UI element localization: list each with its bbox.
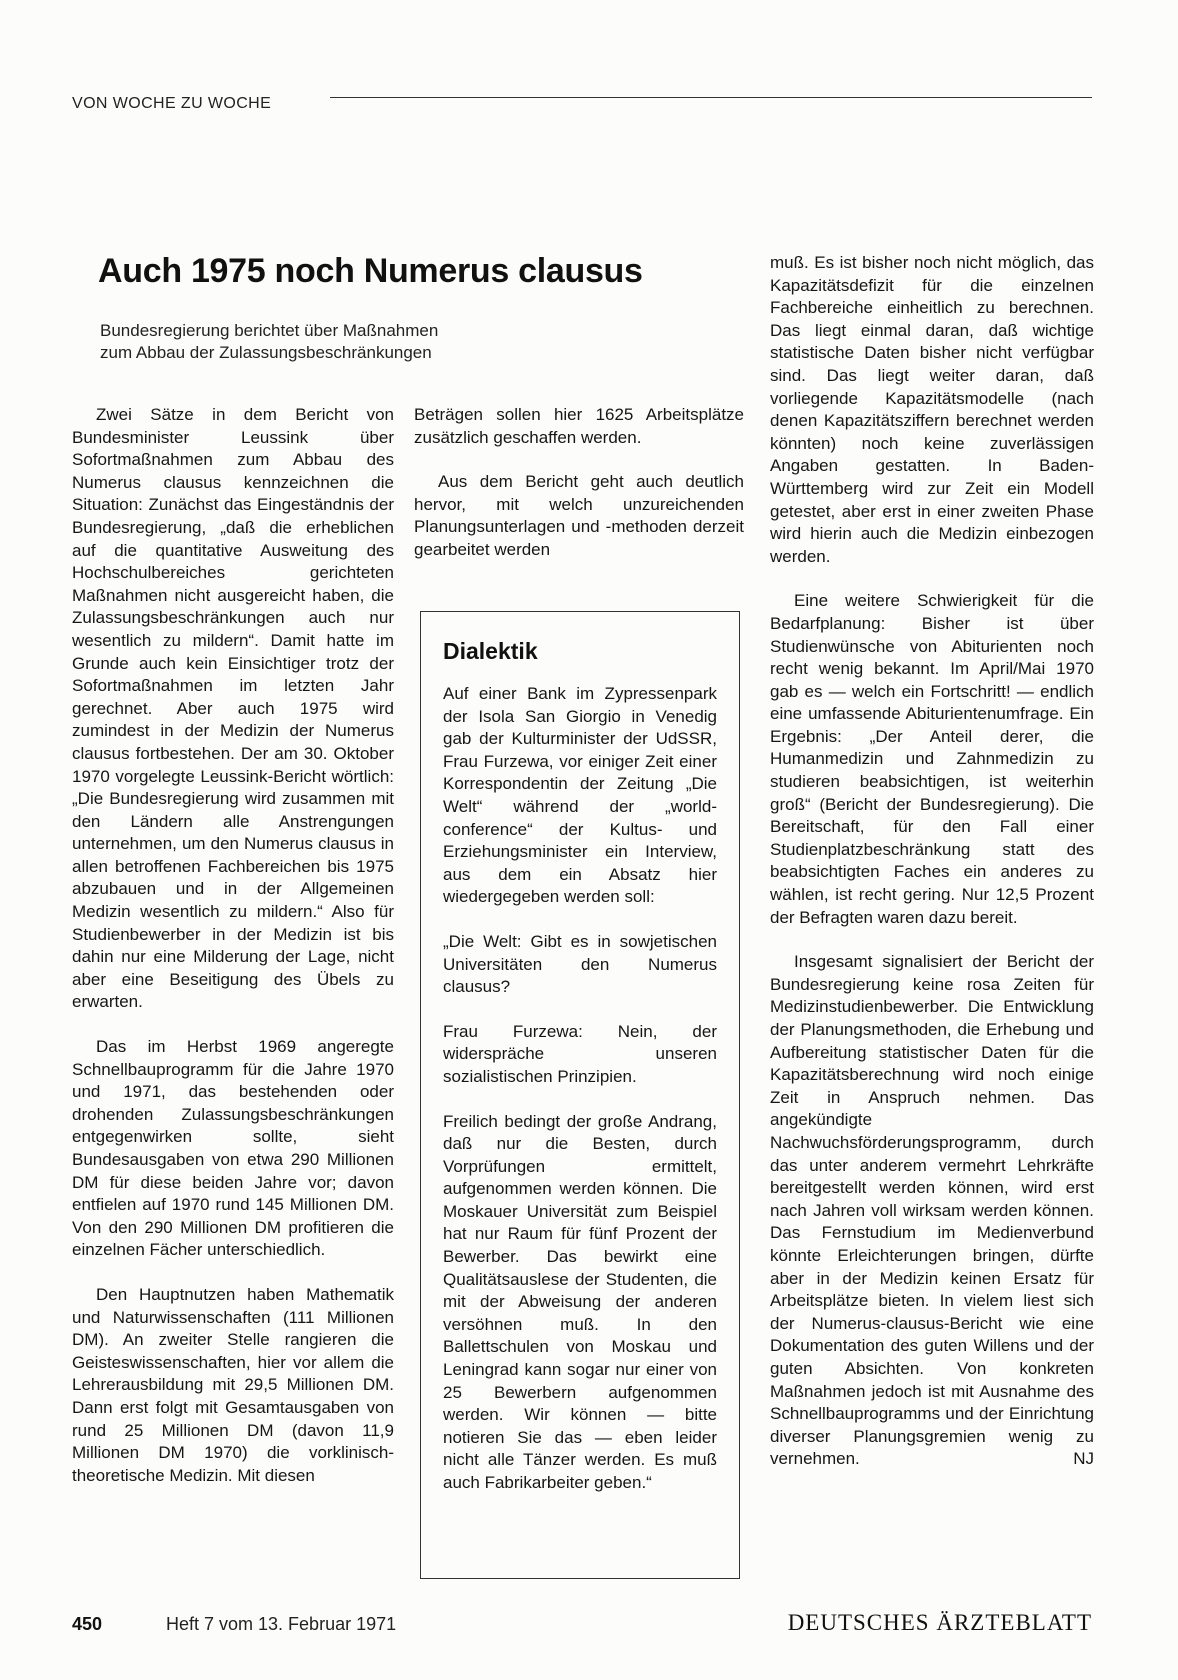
author-signature: NJ (1073, 1449, 1094, 1469)
paragraph: Frau Furzewa: Nein, der widerspräche unseren sozialistischen Prinzipien. (443, 1021, 717, 1086)
subtitle-line: Bundesregierung berichtet über Maßnahmen (100, 321, 439, 340)
paragraph: „Die Welt: Gibt es in sowjetischen Universitäten den Numerus clausus? (443, 931, 717, 997)
paragraph: muß. Es ist bisher noch nicht möglich, das Kapazitätsdefizit für die einzelnen Fachbereiche einheitlich zu berechnen. Das liegt einmal daran, daß wichtige statistische Daten bisher nicht verfügbar sind. Das liegt weiter daran, daß vorliegende Kapazitätsmodelle (nach denen Kapazitätsziffern berechnet werden könnten) noch keine zuverlässigen Angaben gestatten. In Baden-Württemberg wird zur Zeit ein Modell getestet, aber erst in einer zweiten Phase wird hierin auch die Medizin einbezogen werden. (770, 253, 1094, 566)
paragraph: Aus dem Bericht geht auch deutlich hervor, mit welch unzureichenden Planungsunterlagen und -methoden derzeit gearbeitet werden (414, 472, 744, 559)
sidebar-box (420, 611, 740, 1579)
paragraph: Das im Herbst 1969 angeregte Schnellbauprogramm für die Jahre 1970 und 1971, das bestehenden oder drohenden Zulassungsbeschränkungen entgegenwirken sollte, sieht Bundesausgaben von etwa 290 Millionen DM für diese beiden Jahre vor; davon entfielen auf 1970 rund 145 Millionen DM. Von den 290 Millionen DM profitieren die einzelnen Fächer unterschiedlich. (72, 1037, 394, 1260)
paragraph: Auf einer Bank im Zypressenpark der Isola San Giorgio in Venedig gab der Kulturminister der UdSSR, Frau Furzewa, vor einiger Zeit einer Korrespondentin der Zeitung „Die Welt“ während der „world-conference“ der Kultus- und Erziehungsminister ein Interview, aus dem ein Absatz hier wiedergegeben werden soll: (443, 684, 717, 907)
issue-info: Heft 7 vom 13. Februar 1971 (166, 1614, 397, 1634)
paragraph: Beträgen sollen hier 1625 Arbeitsplätze zusätzlich geschaffen werden. (414, 405, 744, 447)
article-title: Auch 1975 noch Numerus clausus (98, 252, 643, 290)
paragraph: Freilich bedingt der große Andrang, daß nur die Besten, durch Vorprüfungen ermittelt, aufgenommen werden können. Die Moskauer Universität zum Beispiel hat nur Raum für fünf Prozent der Bewerber. Das bewirkt eine Qualitätsauslese der Studenten, die mit der Abweisung der anderen versöhnen muß. In den Ballettschulen von Moskau und Leningrad kann sogar nur einer von 25 Bewerbern aufgenommen werden. Wir können — bitte notieren Sie das — eben leider nicht alle Tänzer werden. Es muß auch Fabrikarbeiter geben.“ (443, 1111, 717, 1492)
article-subtitle (100, 320, 530, 364)
paragraph: Zwei Sätze in dem Bericht von Bundesminister Leussink über Sofortmaßnahmen zum Abbau des Numerus clausus kennzeichnen die Situation: Zunächst das Eingeständnis der Bundesregierung, „daß die erheblichen auf die quantitative Ausweitung des Hochschulbereiches gerichteten Maßnahmen nicht ausgereicht haben, die Zulassungsbeschränkungen auch nur wesentlich zu mildern“. Damit hatte im Grunde auch kein Einsichtiger trotz der Sofortmaßnahmen im letzten Jahr gerechnet. Aber auch 1975 wird zumindest in der Medizin der Numerus clausus fortbestehen. Der am 30. Oktober 1970 vorgelegte Leussink-Bericht wörtlich: „Die Bundesregierung wird zusammen mit den Ländern alle Anstrengungen unternehmen, um den Numerus clausus in allen betroffenen Fachbereichen bis 1975 abzubauen und in der Allgemeinen Medizin wesentlich zu mildern.“ Also für Studienbewerber in der Medizin ist bis dahin nur eine Milderung der Lage, nicht aber eine Beseitigung des Übels zu erwarten. (72, 405, 394, 1012)
sidebar-title: Dialektik (443, 638, 538, 664)
paragraph-text: Insgesamt signalisiert der Bericht der Bundesregierung keine rosa Zeiten für Medizinstudienbewerber. Die Entwicklung der Planungsmethoden, die Erhebung und Aufbereitung statistischer Daten für die Kapazitätsberechnung wird noch einige Zeit in Anspruch nehmen. Das angekündigte Nachwuchsförderungsprogramm, durch das unter anderem vermehrt Lehrkräfte bereitgestellt werden können, wird erst nach Jahren voll wirksam werden können. Das Fernstudium im Medienverbund könnte Erleichterungen bringen, dürfte aber in der Medizin keinen Ersatz für Arbeitsplätze bieten. In vielem liest sich der Numerus-clausus-Bericht wie eine Dokumentation des guten Willens und der guten Absichten. Von konkreten Maßnahmen jedoch ist mit Ausnahme des Schnellbauprogramms und der Einrichtung diverser Planungsgremien wenig zu vernehmen. (770, 952, 1094, 1469)
article-column-1 (72, 404, 394, 1487)
paragraph: Den Hauptnutzen haben Mathematik und Naturwissenschaften (111 Millionen DM). An zweiter Stelle rangieren die Geisteswissenschaften, hier vor allem die Lehrerausbildung mit 29,5 Millionen DM. Dann erst folgt mit Gesamtausgaben von rund 25 Millionen DM (davon 11,9 Millionen DM 1970) die vorklinisch-theoretische Medizin. Mit diesen (72, 1284, 394, 1485)
magazine-name: DEUTSCHES ÄRZTEBLATT (787, 1610, 1092, 1635)
section-label: VON WOCHE ZU WOCHE (72, 95, 272, 112)
page-number: 450 (72, 1614, 103, 1634)
header-rule (330, 97, 1092, 98)
paragraph: Eine weitere Schwierigkeit für die Bedarfplanung: Bisher ist über Studienwünsche von Abiturienten noch recht wenig bekannt. Im April/Mai 1970 gab es — welch ein Fortschritt! — endlich eine umfassende Abiturientenumfrage. Ein Ergebnis: „Der Anteil derer, die Humanmedizin und Zahnmedizin zu studieren beabsichtigen, ist weiterhin groß“ (Bericht der Bundesregierung). Die Bereitschaft, für den Fall einer Studienplatzbeschränkung statt des beabsichtigten Faches ein anderes zu wählen, ist recht gering. Nur 12,5 Prozent der Befragten waren dazu bereit. (770, 591, 1094, 927)
sidebar-text (443, 683, 717, 1495)
subtitle-line: zum Abbau der Zulassungsbeschränkungen (100, 343, 432, 362)
paragraph (770, 951, 1094, 1471)
article-column-3 (770, 252, 1094, 1471)
article-column-2 (414, 404, 744, 562)
